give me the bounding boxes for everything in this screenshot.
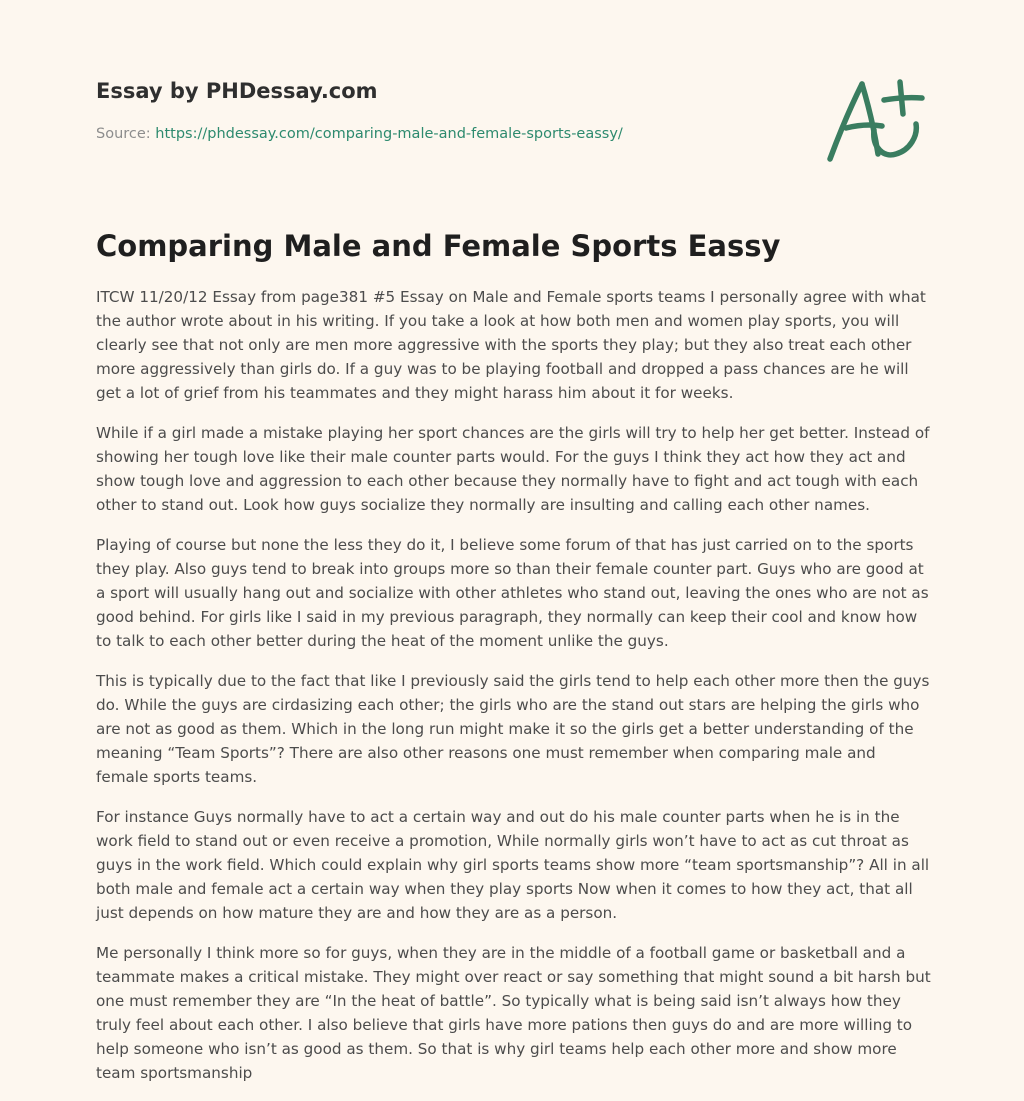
- a-plus-logo-icon: [822, 70, 930, 166]
- essay-paragraph: Playing of course but none the less they do it, I believe some forum of that has just carried on to the sports they play. Also guys tend to break into groups more so than their female counter part. Guys who are good at a sport will usually hang out and socialize with other athletes who stand out, leaving the ones who are not as good behind. For girls like I said in my previous paragraph, they normally can keep their cool and know how to talk to each other better during the heat of the moment unlike the guys.: [96, 536, 929, 650]
- essay-paragraph: ITCW 11/20/12 Essay from page381 #5 Essay on Male and Female sports teams I personally agree with what the author wrote about in his writing. If you take a look at how both men and women play sports, you will clearly see that not only are men more aggressive with the sports they play; but they also treat each other more aggressively than girls do. If a guy was to be playing football and dropped a pass chances are he will get a lot of grief from his teammates and they might harass him about it for weeks.: [96, 288, 926, 402]
- source-line: [96, 124, 796, 144]
- essay-title: Comparing Male and Female Sports Eassy: [96, 229, 781, 263]
- source-link[interactable]: https://phdessay.com/comparing-male-and-female-sports-eassy/: [155, 126, 623, 142]
- brand-name: Essay by PHDessay.com: [96, 79, 378, 103]
- essay-body: [96, 285, 932, 1101]
- page-header: [96, 76, 796, 144]
- essay-paragraph: This is typically due to the fact that like I previously said the girls tend to help each other more then the guys do. While the guys are cirdasizing each other; the girls who are the stand out stars are helping the girls who are not as good as them. Which in the long run might make it so the girls get a better understanding of the meaning “Team Sports”? There are also other reasons one must remember when comparing male and female sports teams.: [96, 672, 930, 786]
- essay-paragraph: Me personally I think more so for guys, when they are in the middle of a football game or basketball and a teammate makes a critical mistake. They might over react or say something that might sound a bit harsh but one must remember they are “In the heat of battle”. So typically what is being said isn’t always how they truly feel about each other. I also believe that girls have more pations then guys do and are more willing to help someone who isn’t as good as them. So that is why girl teams help each other more and show more team sportsmanship: [96, 944, 931, 1082]
- source-label: Source:: [96, 126, 151, 142]
- essay-paragraph: While if a girl made a mistake playing her sport chances are the girls will try to help her get better. Instead of showing her tough love like their male counter parts would. For the guys I think they act how they act and show tough love and aggression to each other because they normally have to fight and act tough with each other to stand out. Look how guys socialize they normally are insulting and calling each other names.: [96, 424, 930, 514]
- essay-paragraph: For instance Guys normally have to act a certain way and out do his male counter parts when he is in the work field to stand out or even receive a promotion, While normally girls won’t have to act as cut throat as guys in the work field. Which could explain why girl sports teams show more “team sportsmanship”? All in all both male and female act a certain way when they play sports Now when it comes to how they act, that all just depends on how mature they are and how they are as a person.: [96, 808, 930, 922]
